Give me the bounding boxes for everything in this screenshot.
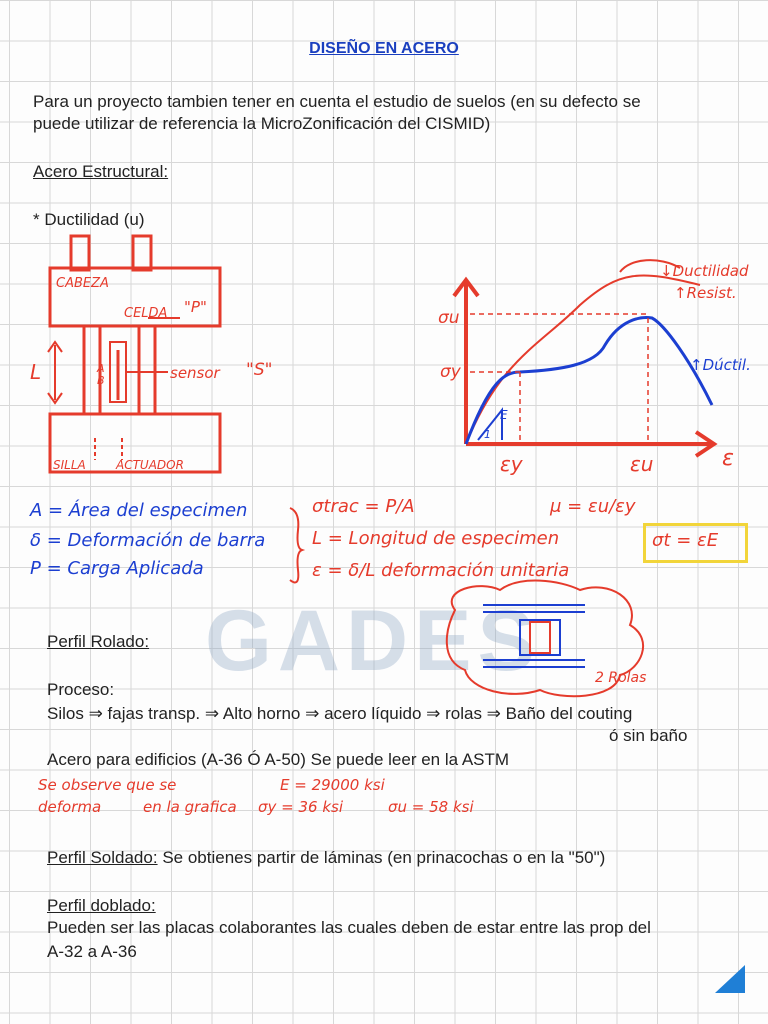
acero-edificios: Acero para edificios (A-36 Ó A-50) Se puede leer en la ASTM bbox=[47, 750, 510, 769]
hw-line2-c: σy = 36 ksi bbox=[258, 798, 344, 816]
boxed-formula: σt = εE bbox=[652, 530, 719, 551]
sigma-u-label: σu bbox=[438, 308, 460, 328]
note-delta: δ = Deformación de barra bbox=[30, 530, 266, 551]
brace bbox=[290, 508, 302, 582]
perfil-doblado-line2: A-32 a A-36 bbox=[47, 942, 137, 961]
celda-label: CELDA bbox=[124, 306, 168, 321]
test-rig-diagram bbox=[48, 236, 220, 472]
E-slope-label: E bbox=[500, 408, 508, 422]
ductilidad-annotation: ↓Ductilidad bbox=[660, 262, 749, 280]
resist-annotation: ↑Resist. bbox=[674, 284, 737, 302]
B-label: B bbox=[97, 374, 105, 387]
sensor-label: sensor bbox=[170, 364, 220, 382]
perfil-soldado-label: Perfil Soldado: bbox=[47, 848, 158, 867]
sensor-s-label: "S" bbox=[246, 360, 273, 380]
sin-bano: ó sin baño bbox=[609, 726, 688, 745]
hw-line2-a: deforma bbox=[38, 798, 102, 816]
actuador-label: ACTUADOR bbox=[116, 458, 184, 472]
one-label: 1 bbox=[484, 428, 491, 441]
proceso-label: Proceso: bbox=[47, 680, 115, 699]
L-label: L bbox=[30, 360, 42, 384]
perfil-rolado-heading: Perfil Rolado: bbox=[47, 632, 150, 651]
hw-line1-b: E = 29000 ksi bbox=[280, 776, 385, 794]
page-title: DISEÑO EN ACERO bbox=[309, 40, 459, 57]
intro-line-2: puede utilizar de referencia la MicroZonificación del CISMID) bbox=[33, 114, 491, 133]
sigma-y-label: σy bbox=[440, 362, 461, 382]
perfil-soldado-text: Se obtienes partir de láminas (en prinacochas o en la "50") bbox=[162, 848, 606, 867]
silla-label: SILLA bbox=[53, 458, 86, 472]
ductil-annotation: ↑Dúctil. bbox=[690, 356, 751, 374]
rolas-label: 2 Rolas bbox=[595, 670, 647, 686]
eps-u-label: εu bbox=[630, 452, 654, 476]
note-p: P = Carga Aplicada bbox=[30, 558, 204, 579]
A-label: A bbox=[97, 362, 105, 375]
watermark: GADES bbox=[205, 593, 541, 689]
hw-line2-b: en la grafica bbox=[143, 798, 237, 816]
page-corner-fold-icon[interactable] bbox=[715, 965, 745, 993]
note-mu: μ = εu/εy bbox=[550, 496, 636, 517]
process-line: Silos ⇒ fajas transp. ⇒ Alto horno ⇒ acero líquido ⇒ rolas ⇒ Baño del couting bbox=[47, 704, 633, 723]
hw-line2-d: σu = 58 ksi bbox=[388, 798, 474, 816]
note-sigma-trac: σtrac = P/A bbox=[312, 496, 415, 517]
eps-y-label: εy bbox=[500, 452, 523, 476]
celda-p-label: "P" bbox=[184, 298, 207, 316]
perfil-doblado-line1: Pueden ser las placas colaborantes las cuales deben de estar entre las prop del bbox=[47, 918, 651, 937]
note-area: A = Área del especimen bbox=[30, 500, 248, 521]
cabeza-label: CABEZA bbox=[56, 276, 109, 291]
ductilidad-heading: * Ductilidad (u) bbox=[33, 210, 145, 229]
hw-line1-a: Se observe que se bbox=[38, 776, 177, 794]
note-L: L = Longitud de especimen bbox=[312, 528, 560, 549]
eps-axis-label: ε bbox=[722, 446, 734, 471]
note-eps: ε = δ/L deformación unitaria bbox=[312, 560, 570, 581]
acero-estructural-heading: Acero Estructural: bbox=[33, 162, 169, 181]
perfil-doblado-heading: Perfil doblado: bbox=[47, 896, 156, 915]
perfil-soldado-line bbox=[47, 848, 605, 868]
intro-line-1: Para un proyecto tambien tener en cuenta el estudio de suelos (en su defecto se bbox=[33, 92, 641, 111]
